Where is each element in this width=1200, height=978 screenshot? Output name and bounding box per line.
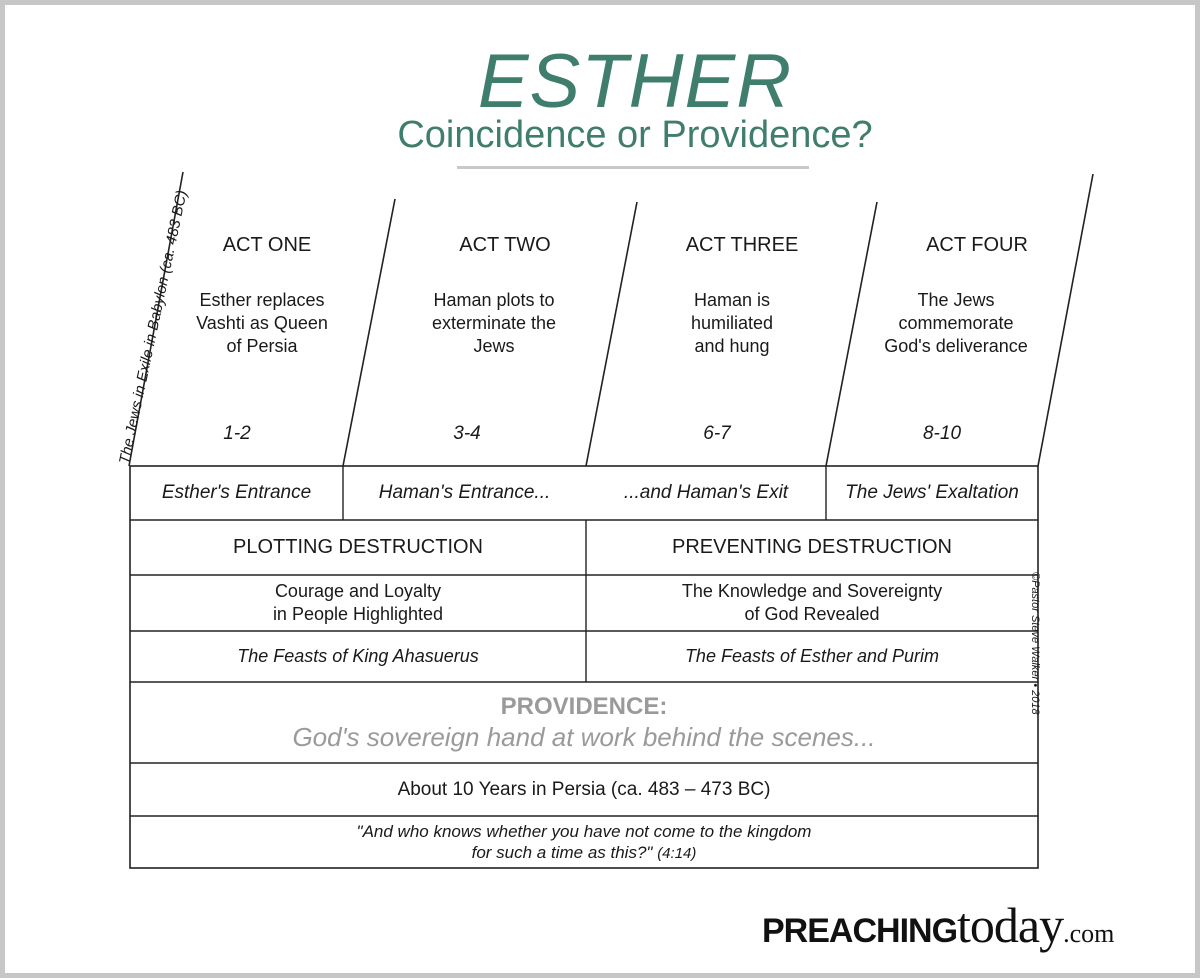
right-theme: The Knowledge and Sovereignty of God Revealed xyxy=(681,581,943,624)
entrance-esther: Esther's Entrance xyxy=(161,482,312,503)
act-two-description: Haman plots to exterminate the Jews xyxy=(431,290,557,356)
act-one-title: ACT ONE xyxy=(222,234,312,256)
page-title: ESTHER xyxy=(477,39,793,124)
act-four-description: The Jews commemorate God's deliverance xyxy=(884,290,1028,356)
entrance-haman: Haman's Entrance... xyxy=(378,482,551,503)
act-three-chapters: 6-7 xyxy=(703,423,731,444)
act-one-chapters: 1-2 xyxy=(223,423,251,444)
left-theme: Courage and Loyalty in People Highlighted xyxy=(272,581,444,624)
act-two-chapters: 3-4 xyxy=(453,423,481,444)
act-four-title: ACT FOUR xyxy=(926,234,1028,256)
exile-note: The Jews in Exile in Babylon (ca. 483 BC) xyxy=(116,188,191,466)
act-two-title: ACT TWO xyxy=(459,234,551,256)
providence-block xyxy=(130,682,1038,763)
copyright-note: ©Pastor Steve Walker • 2018 xyxy=(1029,572,1041,715)
plotting-destruction-heading: PLOTTING DESTRUCTION xyxy=(232,536,483,558)
timespan: About 10 Years in Persia (ca. 483 – 473 BC) xyxy=(397,778,771,800)
exit-haman: ...and Haman's Exit xyxy=(623,482,789,503)
act-three-description: Haman is humiliated and hung xyxy=(690,290,774,356)
key-verse: "And who knows whether you have not come to the kingdom for such a time as this?" (4:14) xyxy=(356,821,812,862)
providence-definition: God's sovereign hand at work behind the scenes... xyxy=(292,721,876,752)
act-four-chapters: 8-10 xyxy=(922,423,962,444)
left-feasts: The Feasts of King Ahasuerus xyxy=(237,646,479,666)
act-three-title: ACT THREE xyxy=(685,234,799,256)
preventing-destruction-heading: PREVENTING DESTRUCTION xyxy=(671,536,953,558)
act-one-description: Esther replaces Vashti as Queen of Persia xyxy=(196,290,328,356)
preaching-today-logo: PREACHINGtoday.com xyxy=(762,897,1115,953)
page-subtitle: Coincidence or Providence? xyxy=(397,114,873,156)
providence-label: PROVIDENCE: xyxy=(500,692,668,720)
right-feasts: The Feasts of Esther and Purim xyxy=(684,646,940,666)
jews-exaltation: The Jews' Exaltation xyxy=(845,482,1019,503)
verse-reference: (4:14) xyxy=(657,844,697,862)
